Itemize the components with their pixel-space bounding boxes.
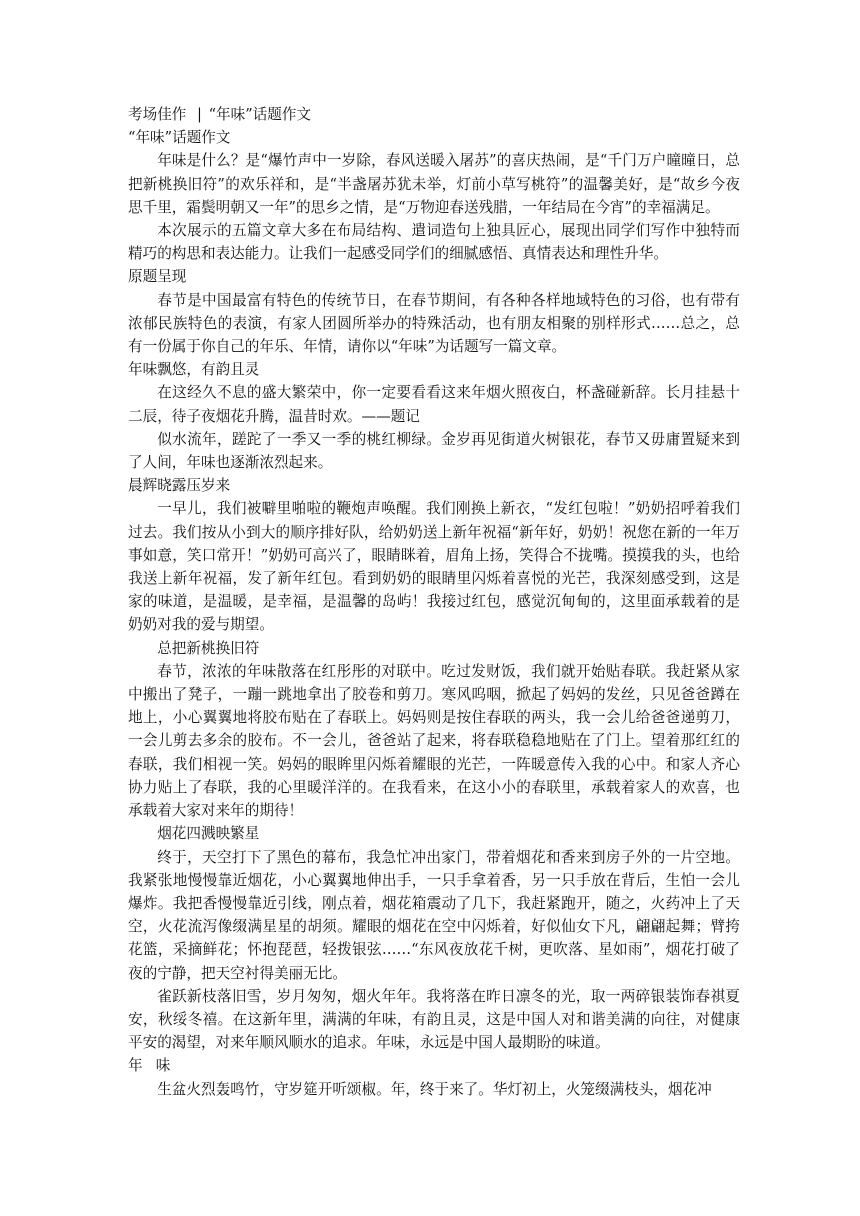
essay1-section3-text: 终于，天空打下了黑色的幕布，我急忙冲出家门，带着烟花和香来到房子外的一片空地。我紧张地慢慢靠近烟花，小心翼翼地伸出手，一只手拿着香，另一只手放在背后，生怕一会儿爆炸。我把香慢慢靠近引线，刚点着，烟花箱震动了几下，我赶紧跑开，随之，火药冲上了天空，火花流泻像缀满星星的胡须。耀眼的烟花在空中闪烁着，好似仙女下凡，翩翩起舞；臂挎花篮，采摘鲜花；怀抱琵琶，轻拨银弦……“东风夜放花千树，更吹落、星如雨”，烟花打破了夜的宁静，把天空衬得美丽无比。 (128, 848, 740, 982)
header-label: 考场佳作 (128, 106, 187, 123)
essay1-section3-heading: 烟花四溅映繁星 (157, 825, 260, 843)
essay1-section1-heading: 晨辉晓露压岁来 (128, 477, 231, 495)
intro-paragraph-1: 年味是什么？是“爆竹声中一岁除，春风送暖入屠苏”的喜庆热闹，是“千门万户曈曈日，总把新桃换旧符”的欢乐祥和，是“半盏屠苏犹未举，灯前小草写桃符”的温馨美好，是“故乡今夜思千里，霜鬓明朝又一年”的思乡之情，是“万物迎春送残腊，一年结局在今宵”的幸福满足。 (128, 152, 740, 216)
document-page (128, 103, 740, 1101)
essay1-section1-text: 一早儿，我们被噼里啪啦的鞭炮声唤醒。我们刚换上新衣，“发红包啦！”奶奶招呼着我们过去。我们按从小到大的顺序排好队，给奶奶送上新年祝福“新年好，奶奶！祝您在新的一年万事如意，笑口常开！”奶奶可高兴了，眼睛眯着，眉角上扬，笑得合不拢嘴。摸摸我的头，也给我送上新年祝福，发了新年红包。看到奶奶的眼睛里闪烁着喜悦的光芒，我深刻感受到，这是家的味道，是温暖，是幸福，是温馨的岛屿！我接过红包，感觉沉甸甸的，这里面承载着的是奶奶对我的爱与期望。 (128, 500, 740, 634)
header-line (128, 103, 740, 126)
header-separator: | (197, 106, 202, 123)
original-question-text: 春节是中国最富有特色的传统节日，在春节期间，有各种各样地域特色的习俗，也有带有浓郁民族特色的表演，有家人团圆所举办的特殊活动，也有朋友相聚的别样形式……总之，总有一份属于你自己的年乐、年情，请你以“年味”为话题写一篇文章。 (128, 291, 740, 356)
essay1-section2-heading: 总把新桃换旧符 (157, 639, 260, 657)
essay1-epigraph: 在这经久不息的盛大繁荣中，你一定要看看这来年烟火照夜白，杯盏碰新辞。长月挂悬十二辰，待子夜烟花升腾，温昔时欢。——题记 (128, 384, 740, 425)
topic-subtitle: “年味”话题作文 (128, 129, 231, 147)
essay1-conclusion: 雀跃新枝落旧雪，岁月匆匆，烟火年年。我将落在昨日凛冬的光，取一两碎银装饰春祺夏安，秋绥冬禧。在这新年里，满满的年味，有韵且灵，这是中国人对和谐美满的向往，对健康平安的渴望，对来年顺风顺水的追求。年味，永远是中国人最期盼的味道。 (128, 987, 740, 1052)
essay2-paragraph-1: 生盆火烈轰鸣竹，守岁筵开听颂椒。年，终于来了。华灯初上，火笼缀满枝头，烟花冲 (157, 1080, 712, 1098)
essay1-paragraph-1: 似水流年，蹉跎了一季又一季的桃红柳绿。金岁再见街道火树银花，春节又毋庸置疑来到了人间，年味也逐渐浓烈起来。 (128, 430, 740, 472)
original-question-heading: 原题呈现 (128, 268, 187, 286)
intro-paragraph-2: 本次展示的五篇文章大多在布局结构、遣词造句上独具匠心，展现出同学们写作中独特而精巧的构思和表达能力。让我们一起感受同学们的细腻感悟、真情表达和理性升华。 (128, 222, 740, 263)
essay1-title: 年味飘悠，有韵且灵 (128, 361, 260, 379)
essay1-section2-text: 春节，浓浓的年味散落在红彤彤的对联中。吃过发财饭，我们就开始贴春联。我赶紧从家中搬出了凳子，一蹦一跳地拿出了胶卷和剪刀。寒风呜咽，掀起了妈妈的发丝，只见爸爸蹲在地上，小心翼翼地将胶布贴在了春联上。妈妈则是按住春联的两头，我一会儿给爸爸递剪刀，一会儿剪去多余的胶布。不一会儿，爸爸站了起来，将春联稳稳地贴在了门上。望着那红红的春联，我们相视一笑。妈妈的眼眸里闪烁着耀眼的光芒，一阵暖意传入我的心中。和家人齐心协力贴上了春联，我的心里暖洋洋的。在我看来，在这小小的春联里，承载着家人的欢喜，也承载着大家对来年的期待！ (128, 662, 740, 820)
header-title: “年味”话题作文 (208, 106, 312, 123)
essay2-title: 年味 (128, 1057, 184, 1075)
